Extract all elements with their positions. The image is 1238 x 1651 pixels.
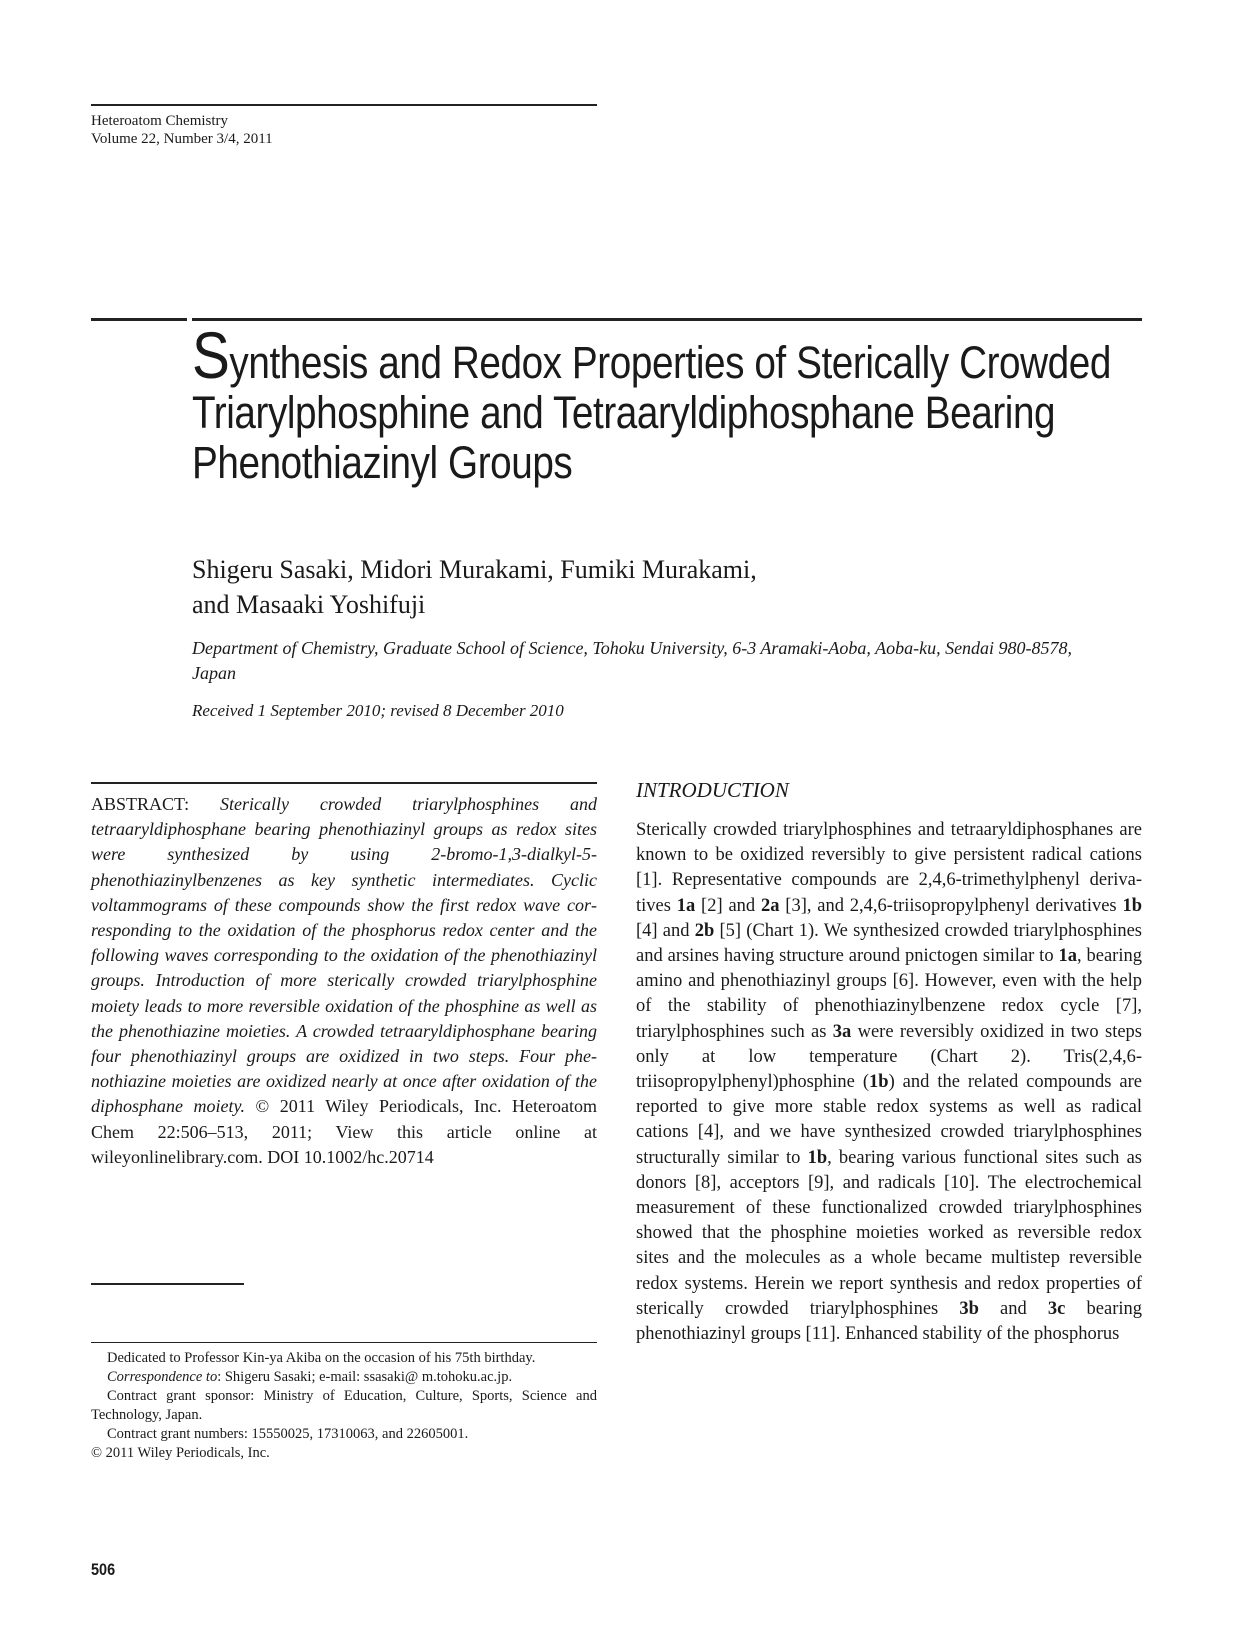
title-text: ynthesis and Redox Properties of Sterically Crowded Triarylphosphine and Tetraaryldiphosphane Bearing Phenothiazinyl Groups <box>192 337 1111 488</box>
abstract <box>91 782 597 1170</box>
correspondence-text: : Shigeru Sasaki; e-mail: ssasaki@ m.tohoku.ac.jp. <box>217 1369 513 1385</box>
footnotes <box>91 1342 597 1463</box>
title-rule-right <box>192 318 1142 321</box>
title-rule-left <box>91 318 187 321</box>
authors-line-1: Shigeru Sasaki, Midori Murakami, Fumiki Murakami, <box>192 555 757 584</box>
title-initial: S <box>192 318 230 392</box>
compound-ref: 1a <box>1058 946 1077 967</box>
intro-text: were reversibly oxidized in two steps only at low temperature (Chart 2). Tris(2,4,6-triisopropylphenyl)phosphine ( <box>636 1021 1142 1093</box>
intro-text: , bearing various functional sites such as donors [8], acceptors [9], and radicals [10]. The electrochemical measurement of these functionalized crowded triarylphosphines showed that the phosphine moieties worked as reversible redox sites and the molecules as a whole became multistep reversible redox systems. Herein we report synthesis and redox properties of sterically crowded triarylphosphines <box>636 1147 1142 1319</box>
footnote-dedication: Dedicated to Professor Kin-ya Akiba on the occasion of his 75th birthday. <box>107 1350 536 1366</box>
compound-ref: 2b <box>694 920 715 941</box>
compound-ref: 1b <box>807 1147 828 1168</box>
received-dates: Received 1 September 2010; revised 8 December 2010 <box>192 701 564 720</box>
intro-text: , bearing amino and phenothiazinyl groups [6]. However, even with the help of the stability of phenothiazinylbenzene redox cycle [7], triarylphosphines such as <box>636 946 1142 1042</box>
abstract-text: Sterically crowded triarylphosphines and tetraaryldiphosphane bearing phenothiazinyl groups as redox sites were synthesized by using 2-bromo-1,3-dialkyl-5-phenothiazinylbenzenes as key synthetic intermediates. Cyclic voltammograms of these compounds show the first redox wave corresponding to the oxidation of the phosphorus redox center and the following waves corresponding to the oxidation of the phenothiazinyl groups. Introduction of more sterically crowded triarylphosphine moiety leads to more reversible oxidation of the phosphine as well as the phenothiazine moieties. A crowded tetraaryldiphosphane bearing four phenothiazinyl groups are oxidized in two steps. Four phenothiazine moieties are oxidized nearly at once after oxidation of the diphosphane moiety. <box>91 794 597 1117</box>
abstract-copyright: © 2011 Wiley Periodicals, Inc. Heteroatom Chem 22:506–513, 2011; View this article online at wileyonlinelibrary.com. DOI 10.1002/hc.20714 <box>91 1096 598 1167</box>
abstract-end-rule <box>91 1283 244 1285</box>
intro-text: [4] and <box>636 920 695 941</box>
journal-volume: Volume 22, Number 3/4, 2011 <box>91 131 273 147</box>
compound-ref: 1b <box>1122 895 1142 916</box>
journal-header <box>91 104 597 148</box>
affiliation: Department of Chemistry, Graduate School of Science, Tohoku University, 6-3 Aramaki-Aoba, Aoba-ku, Sendai 980-8578, Japan <box>192 638 1073 683</box>
abstract-label: ABSTRACT: <box>91 794 190 814</box>
compound-ref: 2a <box>760 895 780 916</box>
compound-ref: 1b <box>869 1072 889 1093</box>
intro-text: bearing phenothiazinyl groups [11]. Enhanced stability of the phosphorus <box>636 1298 1143 1345</box>
compound-ref: 1a <box>676 895 696 916</box>
correspondence-label: Correspondence to <box>107 1369 218 1385</box>
footnote-grant-numbers: Contract grant numbers: 15550025, 17310063, and 22605001. <box>107 1426 469 1442</box>
intro-text: [2] and <box>695 895 761 916</box>
compound-ref: 3b <box>959 1298 979 1319</box>
footnote-correspondence <box>91 1368 597 1387</box>
introduction-heading: INTRODUCTION <box>636 778 789 802</box>
page-number: 506 <box>91 1560 116 1579</box>
intro-text: ) and the related compounds are reported to give more stable redox systems as well as radical cations [4], and we have synthesized crowded triarylphosphines structurally similar to <box>636 1072 1142 1168</box>
author-list <box>192 552 1142 622</box>
authors-line-2: and Masaaki Yoshifuji <box>192 590 426 619</box>
article-title <box>192 318 1138 488</box>
compound-ref: 3a <box>832 1021 852 1042</box>
introduction-body <box>636 818 1142 1347</box>
intro-text: [5] (Chart 1). We synthesized crowded triarylphosphines and arsines having structure around pnictogen similar to <box>636 920 1142 967</box>
journal-name: Heteroatom Chemistry <box>91 113 229 129</box>
compound-ref: 3c <box>1047 1298 1066 1319</box>
footnote-sponsor: Contract grant sponsor: Ministry of Education, Culture, Sports, Science and Technology, Japan. <box>91 1388 597 1423</box>
footnote-copyright: © 2011 Wiley Periodicals, Inc. <box>91 1445 270 1461</box>
intro-text: and <box>978 1298 1048 1319</box>
intro-text: Sterically crowded triarylphosphines and tetraaryldiphosphanes are known to be oxidized reversibly to give persistent radical cations [1]. Representative compounds are 2,4,6-trimethylphenyl derivatives <box>636 820 1142 916</box>
intro-text: [3], and 2,4,6-triisopropylphenyl derivatives <box>779 895 1123 916</box>
